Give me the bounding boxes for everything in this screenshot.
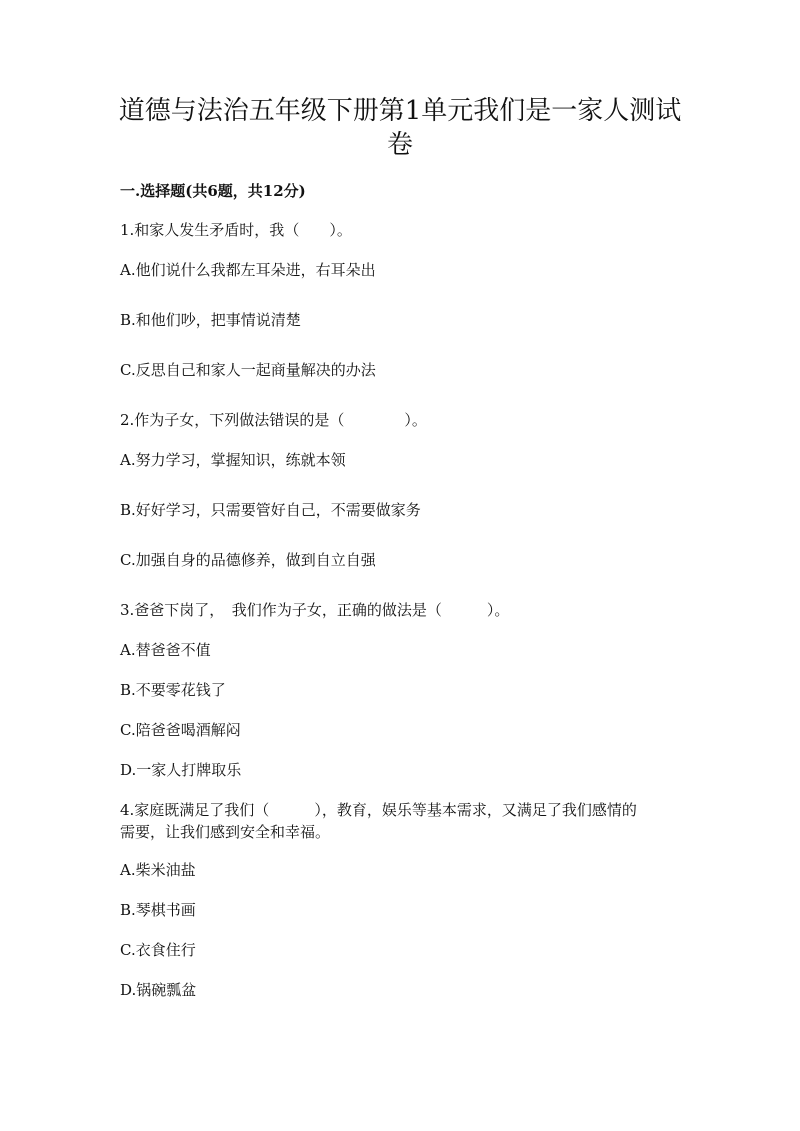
- question-4-stem-line1: 4.家庭既满足了我们（ ），教育，娱乐等基本需求，又满足了我们感情的: [120, 801, 637, 819]
- question-4-option-c: C.衣食住行: [120, 941, 196, 959]
- question-2-option-b: B.好好学习，只需要管好自己，不需要做家务: [120, 501, 421, 519]
- question-1-option-a: A.他们说什么我都左耳朵进，右耳朵出: [120, 261, 376, 279]
- exam-title-line1: 道德与法治五年级下册第1单元我们是一家人测试: [118, 96, 682, 126]
- question-2-option-a: A.努力学习，掌握知识，练就本领: [120, 451, 346, 469]
- question-1-stem: 1.和家人发生矛盾时，我（ ）。: [120, 221, 352, 239]
- question-3-option-b: B.不要零花钱了: [120, 681, 226, 699]
- section-heading: 一.选择题(共6题，共12分): [120, 182, 306, 200]
- exam-title: [100, 94, 700, 162]
- question-3-option-a: A.替爸爸不值: [120, 641, 211, 659]
- question-3-option-d: D.一家人打牌取乐: [120, 761, 242, 779]
- exam-title-line2: 卷: [386, 130, 413, 160]
- question-1-option-c: C.反思自己和家人一起商量解决的办法: [120, 361, 376, 379]
- question-1-option-b: B.和他们吵，把事情说清楚: [120, 311, 301, 329]
- question-4-option-a: A.柴米油盐: [120, 861, 196, 879]
- question-2-stem: 2.作为子女，下列做法错误的是（ ）。: [120, 411, 427, 429]
- question-4-option-b: B.琴棋书画: [120, 901, 196, 919]
- question-2-option-c: C.加强自身的品德修养，做到自立自强: [120, 551, 376, 569]
- question-3-option-c: C.陪爸爸喝酒解闷: [120, 721, 241, 739]
- question-3-stem: 3.爸爸下岗了， 我们作为子女，正确的做法是（ ）。: [120, 601, 510, 619]
- question-4-option-d: D.锅碗瓢盆: [120, 981, 197, 999]
- question-4-stem-line2: 需要，让我们感到安全和幸福。: [120, 823, 331, 841]
